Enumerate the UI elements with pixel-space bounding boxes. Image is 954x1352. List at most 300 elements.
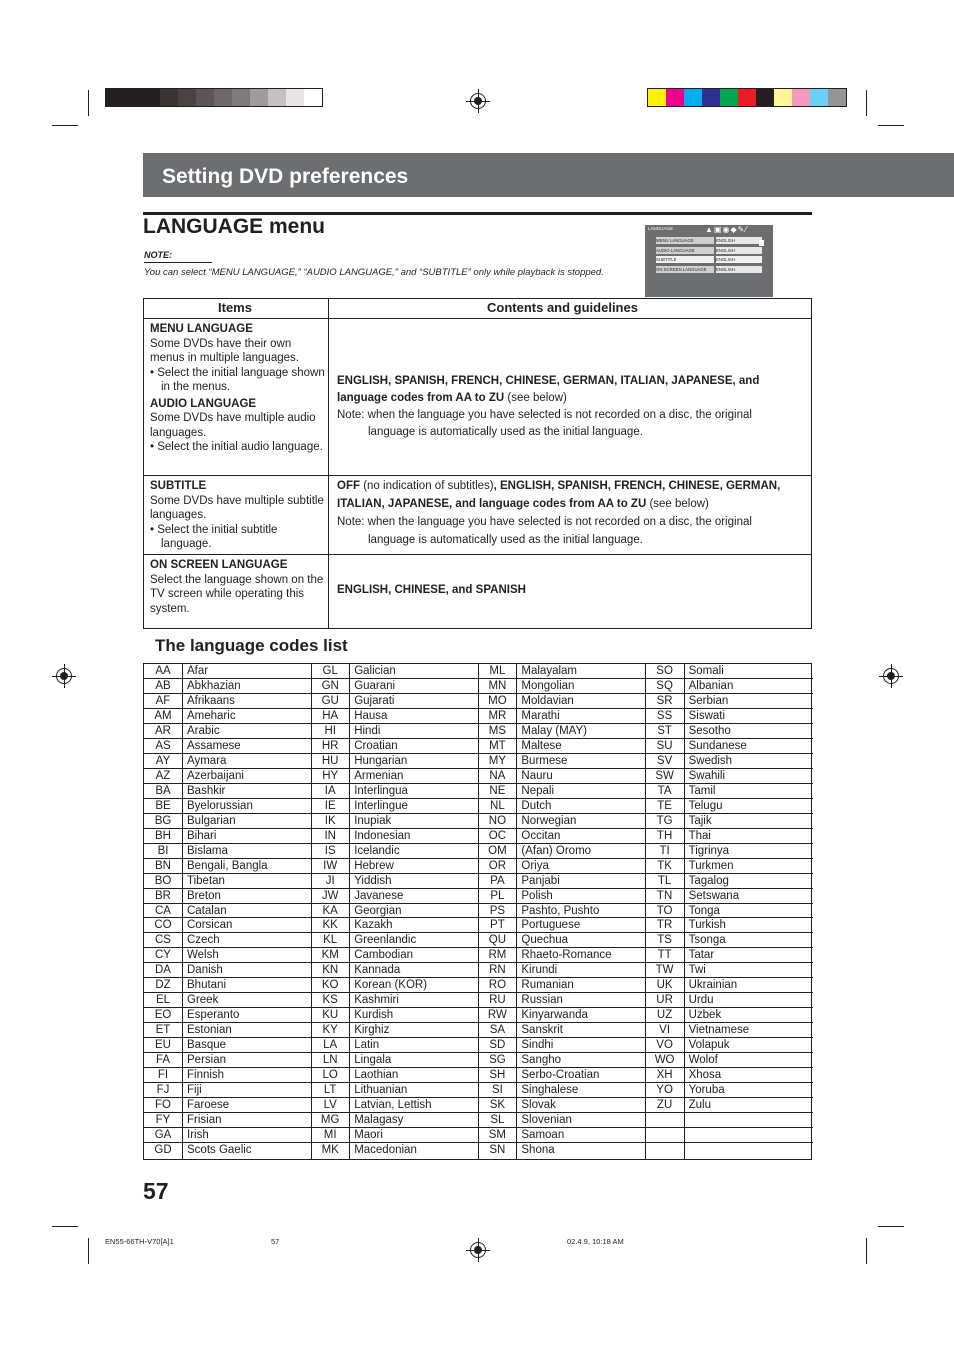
language-code: TO [656, 904, 673, 917]
language-name: Abkhazian [187, 679, 241, 692]
code-row [311, 1023, 478, 1038]
language-code: KU [322, 1009, 339, 1022]
code-row [478, 1143, 645, 1158]
language-name: Bulgarian [187, 814, 236, 827]
language-code: TN [656, 889, 673, 902]
language-name: Interlingua [354, 784, 408, 797]
code-row [478, 1098, 645, 1113]
language-code: BG [154, 814, 172, 827]
language-code: MK [321, 1144, 339, 1156]
code-row [144, 814, 311, 829]
language-name: Greek [187, 994, 219, 1007]
language-name: Kazakh [354, 919, 393, 932]
language-code: SV [656, 754, 673, 767]
contents-on-screen-language [337, 582, 797, 599]
code-row [311, 1143, 478, 1158]
language-name: Swedish [688, 754, 733, 767]
item-bullet: • Select the initial language shown in the menus. [150, 366, 325, 393]
language-code: AA [155, 665, 171, 677]
screen-row-value: ENGLISH [716, 256, 762, 263]
item-on-screen-language [150, 558, 325, 616]
code-row [646, 799, 813, 814]
language-code: BO [154, 874, 172, 887]
code-row [478, 799, 645, 814]
language-name: Inupiak [354, 814, 392, 827]
registration-mark-icon [56, 668, 72, 684]
language-code: AS [155, 739, 171, 752]
crop-mark [52, 125, 78, 126]
code-row [311, 1008, 478, 1023]
code-row [478, 709, 645, 724]
language-name: Oriya [521, 859, 549, 872]
language-name: Finnish [187, 1069, 225, 1082]
language-name: Hindi [354, 724, 381, 737]
language-name: Latvian, Lettish [354, 1099, 432, 1112]
screen-row-label: AUDIO LANGUAGE [656, 247, 714, 254]
code-row [144, 1023, 311, 1038]
code-row [646, 754, 813, 769]
language-code: IS [324, 844, 336, 857]
calibration-swatch [792, 89, 810, 106]
language-name: Shona [521, 1144, 555, 1156]
language-name: Cambodian [354, 949, 414, 962]
screen-row-label: ON SCREEN LANGUAGE [656, 266, 714, 273]
item-title: MENU LANGUAGE [150, 323, 253, 335]
code-row [646, 664, 813, 679]
language-code: IE [324, 799, 336, 812]
language-name: Telugu [688, 799, 723, 812]
language-name: Tonga [688, 904, 720, 917]
calibration-swatch [648, 89, 666, 106]
language-code: KN [322, 964, 339, 977]
calibration-swatch [124, 89, 142, 106]
language-code: SU [656, 739, 673, 752]
code-row [144, 664, 311, 679]
code-row [311, 679, 478, 694]
code-row [144, 1053, 311, 1068]
language-code: FI [157, 1069, 169, 1082]
footer-file: EN55-66TH-V70[A]1 [105, 1237, 174, 1246]
language-code: KA [322, 904, 338, 917]
language-name: Tatar [688, 949, 715, 962]
code-row [478, 694, 645, 709]
language-code: ZU [656, 1099, 673, 1112]
registration-mark-icon [883, 668, 899, 684]
code-row [646, 844, 813, 859]
code-row [311, 694, 478, 709]
language-code: AY [155, 754, 171, 767]
language-code: HI [324, 724, 336, 737]
language-name: Hungarian [354, 754, 408, 767]
crop-mark [52, 1226, 78, 1227]
language-code: VI [659, 1024, 671, 1037]
contents-language [337, 373, 797, 441]
language-code: KS [322, 994, 338, 1007]
language-code: MT [489, 739, 506, 752]
code-row [478, 754, 645, 769]
language-name: Tigrinya [688, 844, 730, 857]
language-code: EO [154, 1009, 172, 1022]
language-code: MS [488, 724, 507, 737]
audio-icon: ◉ [722, 225, 731, 234]
code-row [311, 844, 478, 859]
code-row [144, 933, 311, 948]
language-code: KO [321, 979, 339, 992]
code-row [311, 664, 478, 679]
language-code: KM [321, 949, 339, 962]
crop-mark [88, 1238, 89, 1264]
language-name: Pashto, Pushto [521, 904, 600, 917]
language-code: TT [657, 949, 672, 962]
code-row [311, 963, 478, 978]
contents-off: OFF [337, 480, 360, 492]
code-row [478, 1023, 645, 1038]
code-row [478, 1038, 645, 1053]
language-name: Serbo-Croatian [521, 1069, 600, 1082]
code-row [646, 1038, 813, 1053]
language-code: SD [489, 1039, 506, 1052]
code-row [646, 918, 813, 933]
language-name: Panjabi [521, 874, 560, 887]
language-name: Hausa [354, 709, 388, 722]
language-code: SR [656, 694, 673, 707]
language-name: Moldavian [521, 694, 574, 707]
disc-icon: ◆ [730, 225, 738, 234]
crop-mark [866, 90, 867, 116]
language-name: (Afan) Oromo [521, 844, 592, 857]
language-code: DA [155, 964, 171, 977]
language-code: SQ [656, 679, 673, 692]
language-code: ET [155, 1024, 171, 1037]
language-code: HU [321, 754, 339, 767]
language-name: Welsh [187, 949, 219, 962]
code-row [144, 1068, 311, 1083]
language-name: Bihari [187, 829, 217, 842]
code-row [311, 709, 478, 724]
language-name: Greenlandic [354, 934, 417, 947]
code-row [311, 1128, 478, 1143]
language-name: Volapuk [688, 1039, 730, 1052]
code-row [144, 1083, 311, 1098]
code-row [646, 1053, 813, 1068]
code-row [311, 874, 478, 889]
language-code: GD [154, 1144, 172, 1156]
language-code: OM [488, 844, 507, 857]
language-name: Sundanese [688, 739, 747, 752]
code-row [646, 1008, 813, 1023]
calibration-swatch [720, 89, 738, 106]
code-row [144, 1008, 311, 1023]
language-name: Indonesian [354, 829, 411, 842]
code-row [311, 784, 478, 799]
footer-date: 02.4.9, 10:18 AM [567, 1237, 624, 1246]
language-code: BE [155, 799, 171, 812]
code-row [646, 1098, 813, 1113]
language-code: AZ [155, 769, 171, 782]
screen-row [655, 256, 762, 263]
language-name: Marathi [521, 709, 560, 722]
language-code: SW [655, 769, 674, 782]
language-name: Turkish [688, 919, 726, 932]
grayscale-calibration-bar [105, 88, 323, 107]
language-name: Sanskrit [521, 1024, 563, 1037]
section-banner [143, 153, 954, 197]
language-code: UK [656, 979, 673, 992]
code-row [646, 739, 813, 754]
code-row [646, 1023, 813, 1038]
code-row [311, 739, 478, 754]
language-code: NO [488, 814, 507, 827]
language-code: LV [323, 1099, 337, 1112]
language-code: EL [155, 994, 171, 1007]
code-row [311, 933, 478, 948]
crop-mark [878, 125, 904, 126]
language-code: HA [322, 709, 339, 722]
language-name: Breton [187, 889, 221, 902]
contents-options: , ENGLISH, SPANISH, FRENCH, CHINESE, GERMAN, ITALIAN, JAPANESE, and language codes from AA to ZU [337, 480, 781, 510]
code-row [478, 963, 645, 978]
registration-mark-icon [470, 93, 486, 109]
language-menu-screen [645, 225, 773, 297]
section-title: Setting DVD preferences [162, 165, 409, 188]
language-code: GA [154, 1129, 172, 1142]
language-name: Ukrainian [688, 979, 738, 992]
calibration-swatch [286, 89, 304, 106]
language-code: TW [655, 964, 674, 977]
language-name: Slovak [521, 1099, 556, 1112]
codes-column [478, 664, 645, 1159]
language-code: DZ [155, 979, 171, 992]
language-name: Czech [187, 934, 220, 947]
language-name: Singhalese [521, 1084, 579, 1097]
language-code: SK [489, 1099, 506, 1112]
item-title: ON SCREEN LANGUAGE [150, 559, 288, 571]
language-name: Polish [521, 889, 553, 902]
language-name: Estonian [187, 1024, 232, 1037]
code-row [478, 918, 645, 933]
language-code: NL [490, 799, 505, 812]
color-calibration-bar [647, 88, 847, 107]
language-name: Afrikaans [187, 694, 235, 707]
code-row [144, 829, 311, 844]
language-settings-table [143, 298, 812, 629]
language-code [646, 1128, 684, 1142]
code-row [144, 754, 311, 769]
language-name: Serbian [688, 694, 729, 707]
language-code: QU [488, 934, 507, 947]
code-row [144, 963, 311, 978]
language-code: HR [321, 739, 339, 752]
calibration-swatch [828, 89, 846, 106]
code-row [478, 874, 645, 889]
language-name: Thai [688, 829, 711, 842]
footer-page: 57 [271, 1237, 280, 1246]
language-code: YO [656, 1084, 673, 1097]
code-row [478, 1113, 645, 1128]
language-code: NE [489, 784, 506, 797]
calibration-swatch [214, 89, 232, 106]
code-row [478, 1053, 645, 1068]
language-code: TL [657, 874, 672, 887]
code-row [311, 859, 478, 874]
language-name: Korean (KOR) [354, 979, 428, 992]
calibration-swatch [106, 89, 124, 106]
crop-mark [866, 1238, 867, 1264]
language-code: BI [157, 844, 169, 857]
language-code: BN [155, 859, 171, 872]
language-name: Corsican [187, 919, 233, 932]
calibration-swatch [268, 89, 286, 106]
language-name: Sesotho [688, 724, 731, 737]
code-row [311, 829, 478, 844]
language-code: SO [656, 665, 673, 677]
item-description: Some DVDs have multiple audio languages. [150, 412, 316, 439]
code-row [646, 769, 813, 784]
language-name: Rhaeto-Romance [521, 949, 612, 962]
page-title: LANGUAGE menu [143, 215, 326, 238]
code-row [311, 1113, 478, 1128]
language-code: ST [657, 724, 672, 737]
language-name: Macedonian [354, 1144, 417, 1156]
code-row [144, 993, 311, 1008]
language-code: ML [489, 665, 506, 677]
code-row [144, 784, 311, 799]
screen-row [655, 247, 762, 254]
language-name: Nauru [521, 769, 553, 782]
crop-mark [878, 1226, 904, 1227]
code-row [144, 739, 311, 754]
language-code: OC [488, 829, 507, 842]
language-name: Croatian [354, 739, 398, 752]
calibration-swatch [232, 89, 250, 106]
note-label: NOTE: [144, 250, 172, 260]
code-row [646, 1128, 813, 1143]
column-divider [328, 299, 329, 628]
language-name: Maori [354, 1129, 383, 1142]
language-name: Aymara [187, 754, 227, 767]
row-divider [144, 475, 811, 476]
code-row [311, 769, 478, 784]
language-code: FJ [156, 1084, 170, 1097]
language-name: Sangho [521, 1054, 562, 1067]
code-row [144, 724, 311, 739]
language-code: SS [656, 709, 673, 722]
language-code: SM [488, 1129, 507, 1142]
language-code: KY [322, 1024, 338, 1037]
code-row [646, 1113, 813, 1128]
language-code: PA [490, 874, 505, 887]
language-name: Sindhi [521, 1039, 554, 1052]
language-code: CY [155, 949, 171, 962]
language-code: TR [656, 919, 673, 932]
code-row [144, 889, 311, 904]
contents-see-below: (see below) [646, 498, 709, 510]
language-code: MO [488, 694, 507, 707]
screen-row-label: MENU LANGUAGE [656, 237, 714, 244]
language-name: Bislama [187, 844, 228, 857]
language-name: Swahili [688, 769, 726, 782]
column-divider [349, 664, 350, 1159]
language-name: Tajik [688, 814, 712, 827]
language-code: UZ [656, 1009, 673, 1022]
calibration-swatch [702, 89, 720, 106]
language-name: Portuguese [521, 919, 581, 932]
screen-row-value: ENGLISH [716, 247, 762, 254]
language-code: SA [489, 1024, 506, 1037]
language-code: LN [322, 1054, 338, 1067]
language-name: Russian [521, 994, 563, 1007]
item-bullet: • Select the initial subtitle language. [150, 523, 278, 550]
language-name: Setswana [688, 889, 740, 902]
code-row [646, 1083, 813, 1098]
language-code: CA [155, 904, 171, 917]
column-header-contents: Contents and guidelines [487, 300, 638, 315]
language-code: VO [656, 1039, 673, 1052]
code-row [144, 904, 311, 919]
language-code: RO [488, 979, 507, 992]
language-name: Laothian [354, 1069, 399, 1082]
language-name: Samoan [521, 1129, 565, 1142]
code-row [478, 784, 645, 799]
language-name: Tibetan [187, 874, 225, 887]
item-title: SUBTITLE [150, 480, 207, 492]
language-name: Twi [688, 964, 706, 977]
code-row [311, 724, 478, 739]
language-code: PS [489, 904, 506, 917]
language-name: Urdu [688, 994, 714, 1007]
language-name: Latin [354, 1039, 380, 1052]
language-name: Tsonga [688, 934, 726, 947]
contents-off-note: (no indication of subtitles) [360, 480, 494, 492]
calibration-swatch [774, 89, 792, 106]
item-description: Some DVDs have multiple subtitle languages. [150, 494, 324, 521]
language-name: Quechua [521, 934, 569, 947]
code-row [478, 978, 645, 993]
codes-column [144, 664, 311, 1159]
code-row [478, 724, 645, 739]
language-code: JI [325, 874, 335, 887]
language-code: XH [656, 1069, 673, 1082]
contents-note: Note: when the language you have selected is not recorded on a disc, the original language is automatically used as the initial language. [337, 516, 752, 546]
language-code: TE [657, 799, 672, 812]
row-divider [144, 554, 811, 555]
code-row [311, 1053, 478, 1068]
code-row [646, 859, 813, 874]
language-name: Tamil [688, 784, 716, 797]
language-name: Malayalam [521, 665, 577, 677]
code-row [646, 724, 813, 739]
language-code: MR [488, 709, 507, 722]
calibration-swatch [142, 89, 160, 106]
language-name: Kinyarwanda [521, 1009, 588, 1022]
language-code: PL [490, 889, 505, 902]
code-row [646, 933, 813, 948]
code-row [478, 933, 645, 948]
code-row [311, 904, 478, 919]
screen-row [655, 237, 762, 244]
language-name: Arabic [187, 724, 220, 737]
code-row [646, 829, 813, 844]
language-code: SG [489, 1054, 506, 1067]
calibration-swatch [250, 89, 268, 106]
code-row [478, 889, 645, 904]
language-name: Kannada [354, 964, 401, 977]
language-code: TK [657, 859, 672, 872]
code-row [144, 694, 311, 709]
language-name: Slovenian [521, 1114, 572, 1127]
item-title: AUDIO LANGUAGE [150, 397, 257, 410]
language-code: RW [487, 1009, 507, 1022]
